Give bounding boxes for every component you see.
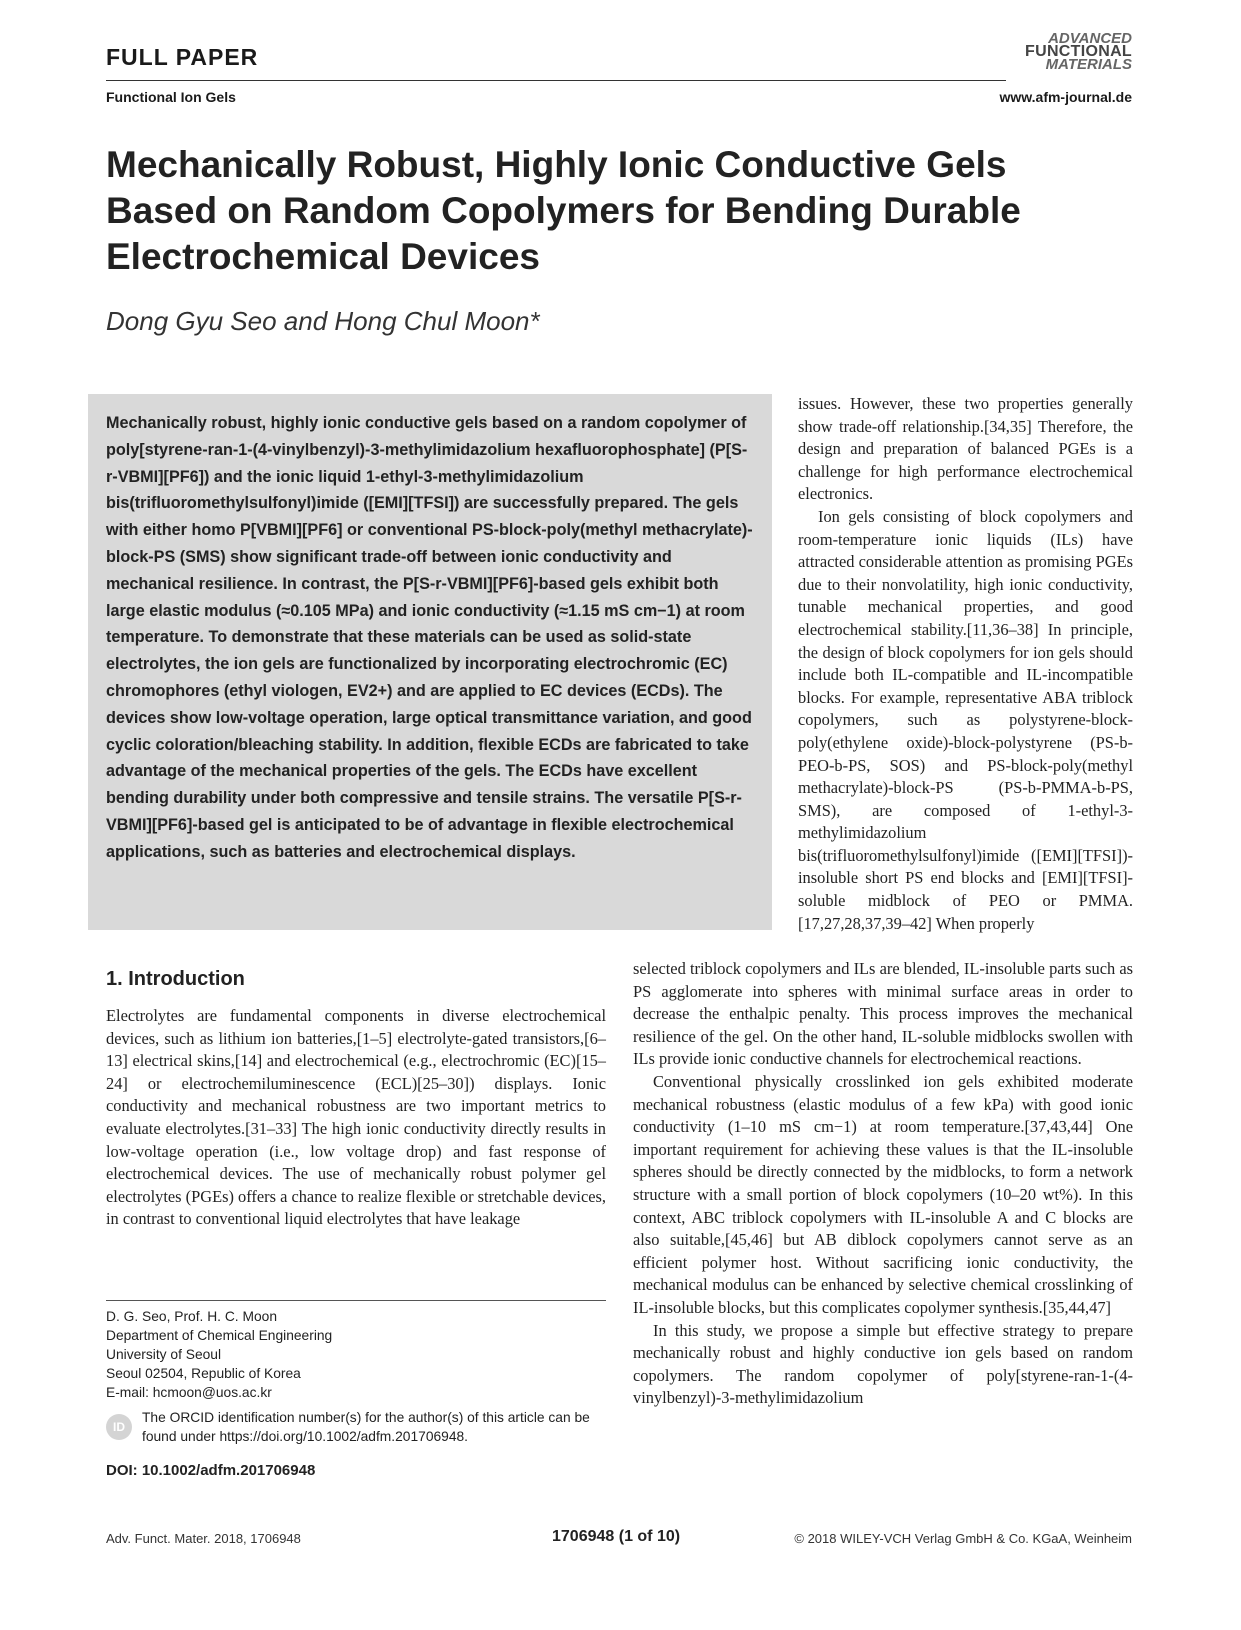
header-rule xyxy=(106,80,1006,81)
affiliation-line: Department of Chemical Engineering xyxy=(106,1328,333,1343)
author-affiliation xyxy=(106,1307,606,1402)
subsection-label: Functional Ion Gels xyxy=(106,89,236,105)
orcid-icon[interactable]: ID xyxy=(106,1414,132,1440)
doi-label[interactable]: DOI: 10.1002/adfm.201706948 xyxy=(106,1462,316,1479)
section-label: FULL PAPER xyxy=(106,44,259,70)
journal-logo xyxy=(1000,32,1132,71)
affiliation-line: Seoul 02504, Republic of Korea xyxy=(106,1366,301,1381)
footer-citation: Adv. Funct. Mater. 2018, 1706948 xyxy=(106,1531,301,1546)
abstract-text: Mechanically robust, highly ionic conductive gels based on a random copolymer of poly[styrene-ran-1-(4-vinylbenzyl)-3-methylimidazolium hexafluorophosphate] (P[S-r-VBMI][PF6]) and the ionic liquid 1-ethyl-3-methylimidazolium bis(trifluoromethylsulfonyl)imide ([EMI][TFSI]) are successfully prepared. The gels with either homo P[VBMI][PF6] or conventional PS-block-poly(methyl methacrylate)-block-PS (SMS) show significant trade-off between ionic conductivity and mechanical resilience. In contrast, the P[S-r-VBMI][PF6]-based gels exhibit both large elastic modulus (≈0.105 MPa) and ionic conductivity (≈1.15 mS cm−1) at room temperature. To demonstrate that these materials can be used as solid-state electrolytes, the ion gels are functionalized by incorporating electrochromic (EC) chromophores (ethyl viologen, EV2+) and are applied to EC devices (ECDs). The devices show low-voltage operation, large optical transmittance variation, and good cyclic coloration/bleaching stability. In addition, flexible ECDs are fabricated to take advantage of the mechanical properties of the gels. The ECDs have excellent bending durability under both compressive and tensile strains. The versatile P[S-r-VBMI][PF6]-based gel is anticipated to be of advantage in flexible electrochemical applications, such as batteries and electrochemical displays. xyxy=(106,414,753,861)
affiliation-line: University of Seoul xyxy=(106,1347,222,1362)
affiliation-line: D. G. Seo, Prof. H. C. Moon xyxy=(106,1309,277,1324)
right-column-main xyxy=(633,958,1133,1410)
body-paragraph: In this study, we propose a simple but effective strategy to prepare mechanically robust and highly conductive ion gels based on random copolymers. The random copolymer of poly[styrene-ran-1-(4-vinylbenzyl)-3-methylimidazolium xyxy=(633,1320,1133,1408)
footer-copyright: © 2018 WILEY-VCH Verlag GmbH & Co. KGaA, Weinheim xyxy=(794,1531,1132,1546)
body-paragraph: Electrolytes are fundamental components in diverse electrochemical devices, such as lithium ion batteries,[1–5] electrolyte-gated transistors,[6–13] electrical skins,[14] and electrochemical (e.g., electrochromic (EC)[15–24] or electrochemiluminescence (ECL)[25–30]) displays. Ionic conductivity and mechanical robustness are two important metrics to evaluate electrolytes.[31–33] The high ionic conductivity directly results in low-voltage operation (i.e., low voltage drop) and fast response of electrochemical devices. The use of mechanically robust polymer gel electrolytes (PGEs) offers a chance to realize flexible or stretchable devices, in contrast to conventional liquid electrolytes that have leakage xyxy=(106,1006,606,1229)
journal-logo-line: FUNCTIONAL xyxy=(1025,43,1132,60)
article-title: Mechanically Robust, Highly Ionic Conductive Gels Based on Random Copolymers for Bending Durable Electrochemical Devices xyxy=(106,144,1021,277)
body-paragraph: issues. However, these two properties generally show trade-off relationship.[34,35] Therefore, the design and preparation of balanced PGEs is a challenge for high performance electrochemical electronics. xyxy=(798,394,1133,504)
footnote-rule xyxy=(106,1300,606,1301)
right-column-top xyxy=(798,393,1133,935)
body-paragraph: Conventional physically crosslinked ion gels exhibited moderate mechanical robustness (elastic modulus of a few kPa) with good ionic conductivity (1–10 mS cm−1) at room temperature.[37,43,44] One important requirement for achieving these values is that the IL-insoluble spheres should be directly connected by the midblocks, to form a network structure with a small portion of block copolymers (10–20 wt%). In this context, ABC triblock copolymers with IL-insoluble A and C blocks are also suitable,[45,46] but AB diblock copolymers cannot serve as an efficient polymer host. Without sacrificing ionic conductivity, the mechanical modulus can be enhanced by selective chemical crosslinking of IL-insoluble blocks, but this complicates copolymer synthesis.[35,44,47] xyxy=(633,1071,1133,1317)
body-paragraph: selected triblock copolymers and ILs are blended, IL-insoluble parts such as PS agglomerate into spheres with minimal surface areas in order to decrease the enthalpic penalty. This process improves the mechanical resilience of the gel. On the other hand, IL-soluble midblocks swollen with ILs provide ionic conductive channels for electrochemical reactions. xyxy=(633,959,1133,1069)
journal-logo-line: MATERIALS xyxy=(1045,56,1132,73)
email-link[interactable]: E-mail: hcmoon@uos.ac.kr xyxy=(106,1385,272,1400)
section-heading: 1. Introduction xyxy=(106,968,245,990)
journal-url-link[interactable]: www.afm-journal.de xyxy=(999,89,1132,105)
footer-page-number: 1706948 (1 of 10) xyxy=(552,1528,681,1545)
article-authors: Dong Gyu Seo and Hong Chul Moon* xyxy=(106,306,540,336)
orcid-text: The ORCID identification number(s) for the author(s) of this article can be found under https://doi.org/10.1002/adfm.201706948. xyxy=(142,1410,590,1444)
body-paragraph: Ion gels consisting of block copolymers and room-temperature ionic liquids (ILs) have attracted considerable attention as promising PGEs due to their nonvolatility, high ionic conductivity, tunable mechanical properties, and good electrochemical stability.[11,36–38] In principle, the design of block copolymers for ion gels should include both IL-compatible and IL-incompatible blocks. For example, representative ABA triblock copolymers, such as polystyrene-block-poly(ethylene oxide)-block-polystyrene (PS-b-PEO-b-PS, SOS) and PS-block-poly(methyl methacrylate)-block-PS (PS-b-PMMA-b-PS, SMS), are composed of 1-ethyl-3-methylimidazolium bis(trifluoromethylsulfonyl)imide ([EMI][TFSI])-insoluble short PS end blocks and [EMI][TFSI]-soluble midblock of PEO or PMMA.[17,27,28,37,39–42] When properly xyxy=(798,506,1133,933)
journal-logo-line: ADVANCED xyxy=(1048,30,1132,47)
left-column xyxy=(106,1005,606,1231)
